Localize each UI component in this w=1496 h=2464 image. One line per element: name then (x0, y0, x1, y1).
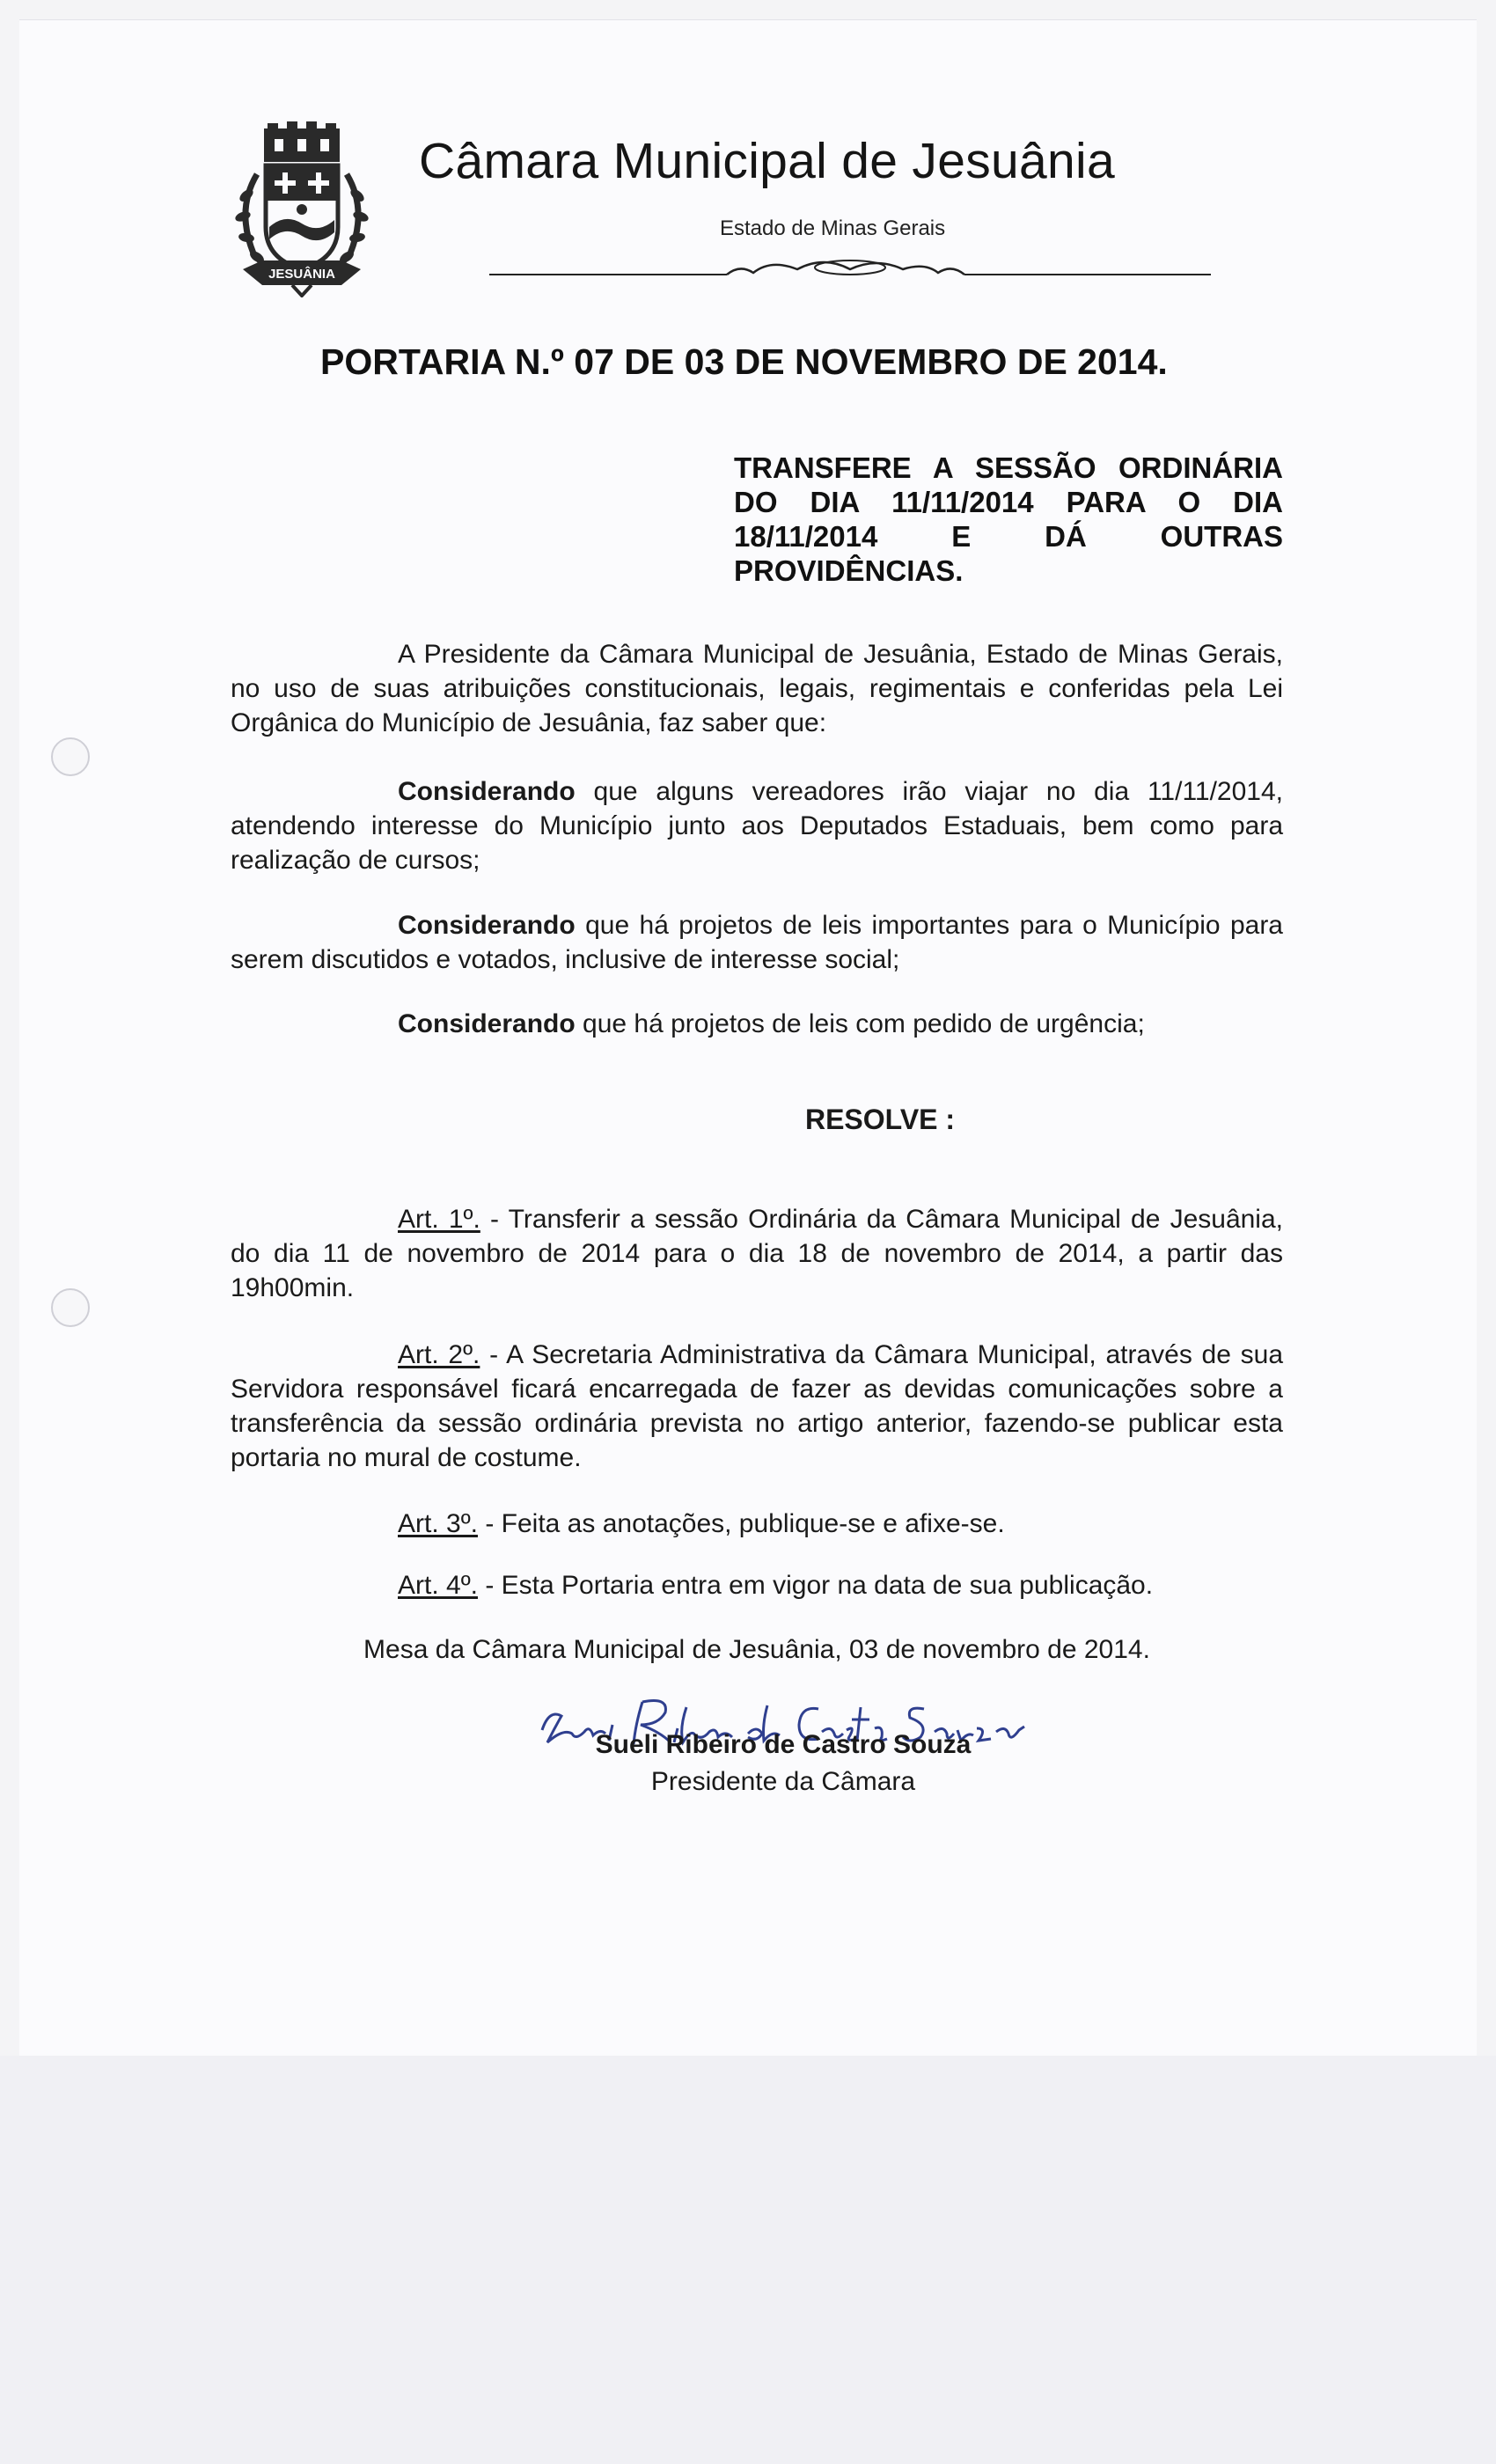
article-label: Art. 3º. (398, 1509, 478, 1538)
municipal-coat-of-arms-icon (231, 121, 373, 297)
punch-hole-icon (51, 1288, 90, 1327)
signatory-name: Sueli Ribeiro de Castro Souza (595, 1730, 972, 1759)
considerando-text: que há projetos de leis com pedido de urgência; (575, 1009, 1145, 1038)
considerando-label: Considerando (398, 1009, 576, 1038)
preamble-text: A Presidente da Câmara Municipal de Jesuânia, Estado de Minas Gerais, no uso de suas atribuições constitucionais, legais, regimentais e conferidas pela Lei Orgânica do Município de Jesuânia, faz saber que: (231, 640, 1283, 737)
article-4 (231, 1568, 1283, 1602)
org-subtitle: Estado de Minas Gerais (720, 216, 946, 240)
scan-lower-margin (0, 2056, 1496, 2464)
considerando-3 (231, 1007, 1283, 1041)
considerando-label: Considerando (398, 777, 576, 806)
article-label: Art. 4º. (398, 1571, 478, 1600)
resolve-heading: RESOLVE : (804, 1104, 956, 1135)
article-label: Art. 2º. (398, 1340, 480, 1369)
article-3 (231, 1507, 1283, 1541)
considerando-text: que há projetos de leis importantes para o Município para serem discutidos e votados, inclusive de interesse social; (231, 911, 1283, 974)
punch-hole-icon (51, 737, 90, 776)
preamble-paragraph (231, 637, 1283, 740)
article-text: - Feita as anotações, publique-se e afixe-se. (477, 1509, 1005, 1538)
considerando-text: que alguns vereadores irão viajar no dia 11/11/2014, atendendo interesse do Município junto aos Deputados Estaduais, bem como para realização de cursos; (231, 777, 1283, 875)
org-title: Câmara Municipal de Jesuânia (419, 133, 1115, 189)
article-text: - Esta Portaria entra em vigor na data de sua publicação. (477, 1571, 1154, 1600)
considerando-1 (231, 774, 1283, 877)
document-ementa: TRANSFERE A SESSÃO ORDINÁRIA DO DIA 11/11/2014 PARA O DIA 18/11/2014 E DÁ OUTRAS PROVIDÊNCIAS. (734, 451, 1283, 587)
article-label: Art. 1º. (398, 1205, 480, 1234)
considerando-2 (231, 908, 1283, 977)
closing-line: Mesa da Câmara Municipal de Jesuânia, 03 de novembro de 2014. (363, 1635, 1150, 1664)
article-text: - A Secretaria Administrativa da Câmara Municipal, através de sua Servidora responsável ficará encarregada de fazer as devidas comunicações sobre a transferência da sessão ordinária prevista no artigo anterior, fazendo-se publicar esta portaria no mural de costume. (231, 1340, 1284, 1472)
ornament-divider-icon (489, 246, 1211, 289)
article-text: - Transferir a sessão Ordinária da Câmara Municipal de Jesuânia, do dia 11 de novembro de 2014 para o dia 18 de novembro de 2014, a partir das 19h00min. (231, 1205, 1283, 1302)
document-title: PORTARIA N.º 07 DE 03 DE NOVEMBRO DE 2014. (320, 341, 1168, 382)
considerando-label: Considerando (398, 911, 576, 940)
signatory-role: Presidente da Câmara (650, 1767, 916, 1796)
article-2 (231, 1338, 1283, 1475)
article-1 (231, 1202, 1283, 1305)
seal-ribbon-text: JESUÂNIA (268, 267, 335, 282)
